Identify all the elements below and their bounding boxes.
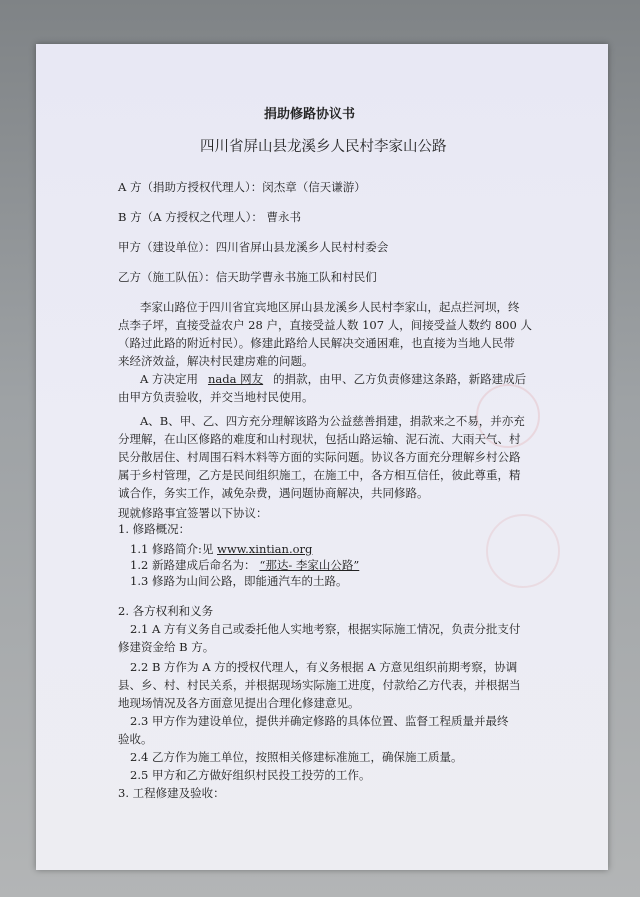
coop-line: 诚合作，务实工作，减免杂费，遇问题协商解决，共同修路。 (118, 486, 429, 500)
doc-subtitle: 四川省屏山县龙溪乡人民村李家山公路 (200, 139, 447, 155)
item-2-2-cont: 县、乡、村、村民关系，并根据现场实际施工进度，付款给乙方代表，并根据当 (118, 678, 521, 692)
doc-title: 捐助修路协议书 (264, 107, 356, 122)
donation-text-post: 的捐款，由甲、乙方负责修建这条路，新路建成后 (273, 372, 527, 386)
item-2-1: 2.1 A 方有义务自己或委托他人实地考察，根据实际施工情况，负责分批支付 (130, 622, 521, 636)
coop-line: 分理解，在山区修路的难度和山村现状，包括山路运输、泥石流、大雨天气、村 (118, 432, 521, 446)
item-2-3-cont: 验收。 (118, 732, 153, 746)
coop-line: A、B、甲、乙、四方充分理解该路为公益慈善捐建，捐款来之不易，并亦充 (140, 414, 525, 428)
faint-stamp-mark (486, 514, 560, 588)
coop-line: 属于乡村管理，乙方是民间组织施工，在施工中，各方相互信任，彼此尊重，精 (118, 468, 521, 482)
donation-line: 由甲方负责验收，并交当地村民使用。 (118, 390, 314, 404)
item-1-1 (130, 542, 312, 556)
coop-line: 民分散居住、村周围石料木料等方面的实际问题。协议各方面充分理解乡村公路 (118, 450, 521, 464)
item-1-3: 1.3 修路为山间公路，即能通汽车的土路。 (130, 574, 348, 588)
item-2-3: 2.3 甲方作为建设单位，提供并确定修路的具体位置、监督工程质量并最终 (130, 714, 509, 728)
donation-text-pre: A 方决定用 (140, 372, 198, 386)
item-1-2 (130, 558, 363, 572)
item-1-2-label: 1.2 新路建成后命名为： (130, 558, 256, 572)
item-1-1-label: 1.1 修路简介:见 (130, 542, 214, 556)
item-2-5: 2.5 甲方和乙方做好组织村民投工投劳的工作。 (130, 768, 371, 782)
website-link[interactable]: www.xintian.org (216, 542, 313, 556)
party-yi: 乙方（施工队伍）：信天助学曹永书施工队和村民们 (118, 270, 377, 284)
item-2-2-cont: 地现场情况及各方面意见提出合理化修建意见。 (118, 696, 360, 710)
document-page (36, 44, 608, 870)
item-2-2: 2.2 B 方作为 A 方的授权代理人，有义务根据 A 方意见组织前期考察，协调 (130, 660, 518, 674)
intro-line: 来经济效益，解决村民建房难的问题。 (118, 354, 314, 368)
agreement-intro: 现就修路事宜签署以下协议： (118, 506, 268, 520)
road-name: “那达- 李家山公路” (259, 558, 360, 572)
intro-line: 李家山路位于四川省宜宾地区屏山县龙溪乡人民村李家山，起点拦河坝，终 (140, 300, 520, 314)
item-2-1-cont: 修建资金给 B 方。 (118, 640, 215, 654)
intro-line: 点李子坪，直接受益农户 28 户，直接受益人数 107 人，间接受益人数约 800 人 (118, 318, 532, 332)
party-b: B 方（A 方授权之代理人）： 曹永书 (118, 210, 301, 224)
donation-line (140, 372, 526, 386)
section-3-heading: 3. 工程修建及验收： (118, 786, 225, 800)
intro-line: （路过此路的附近村民）。修建此路给人民解决交通困难，也直接为当地人民带 (118, 336, 515, 350)
party-jia: 甲方（建设单位）：四川省屏山县龙溪乡人民村村委会 (118, 240, 389, 254)
section-1-heading: 1. 修路概况： (118, 522, 191, 536)
item-2-4: 2.4 乙方作为施工单位，按照相关修建标准施工，确保施工质量。 (130, 750, 463, 764)
party-a: A 方（捐助方授权代理人）：闵杰章（信天谦游） (118, 180, 366, 194)
donor-name: nada 网友 (207, 372, 264, 386)
section-2-heading: 2. 各方权利和义务 (118, 604, 214, 618)
